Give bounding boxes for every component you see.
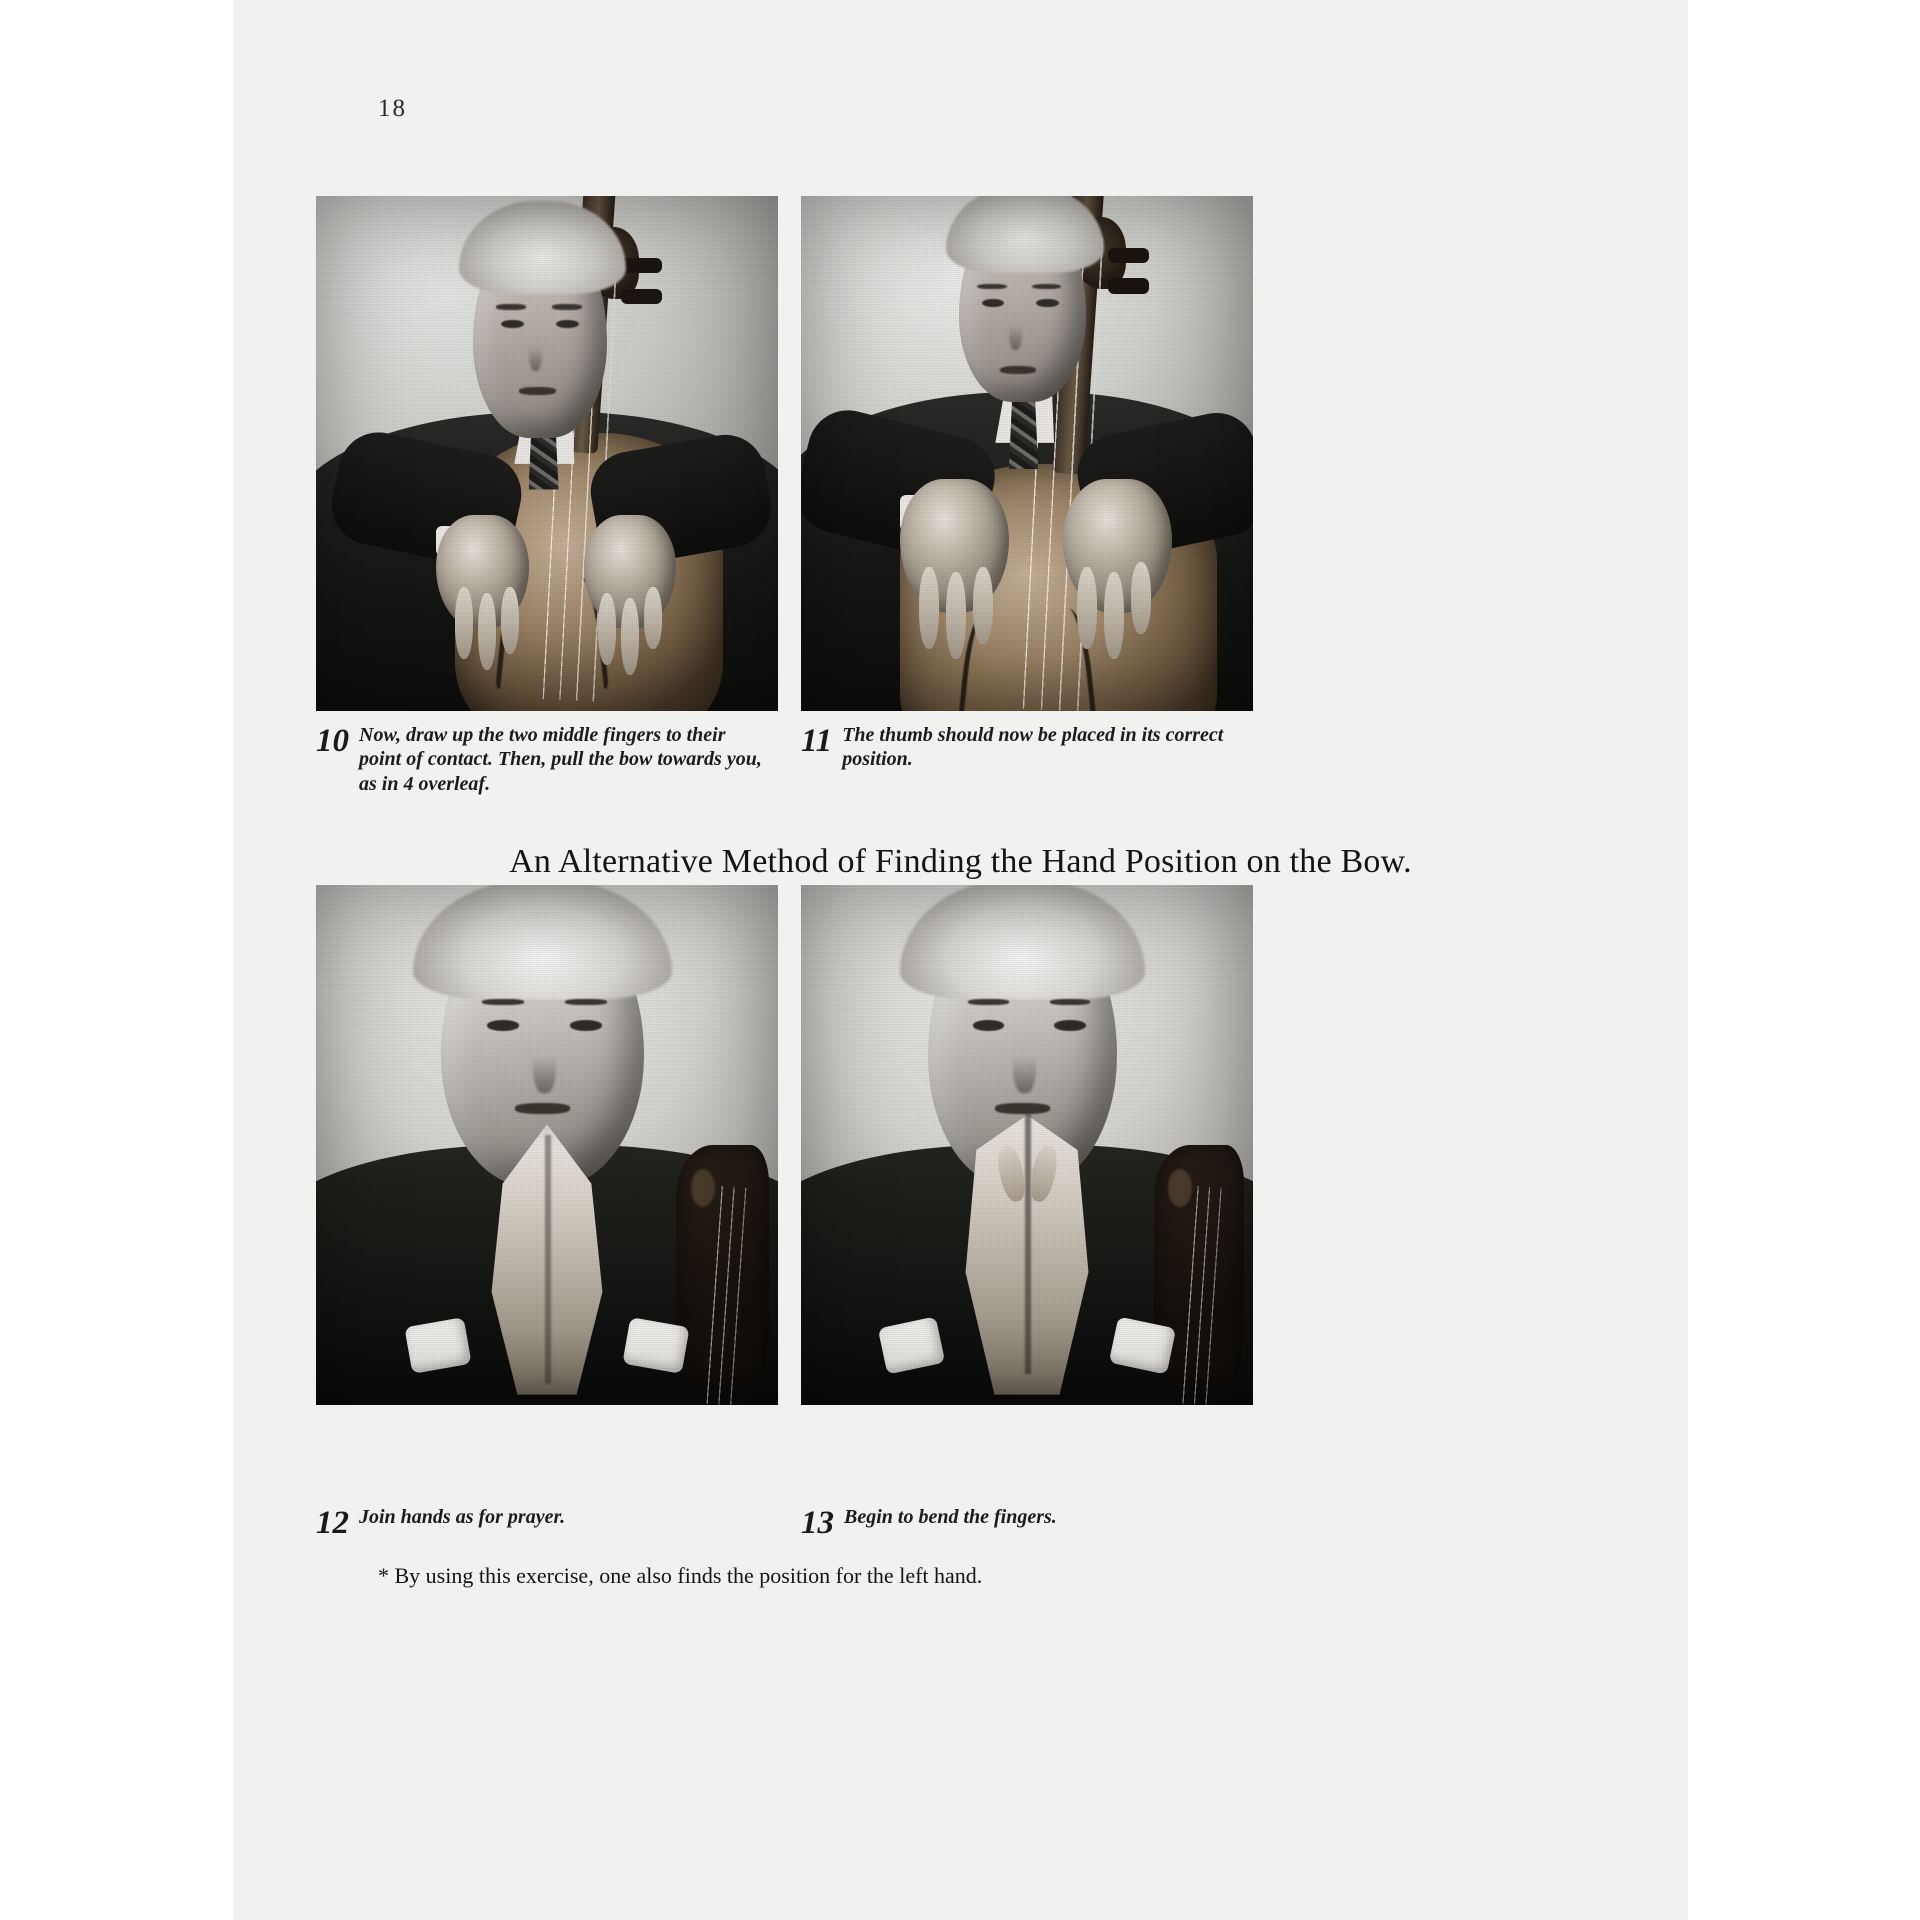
- book-page: [233, 0, 1688, 1920]
- page-number: 18: [378, 95, 407, 122]
- figure-13-caption: [801, 1505, 1231, 1540]
- figure-12-number: 12: [316, 1505, 349, 1541]
- figure-11-photo: [801, 196, 1253, 711]
- figure-11-caption: [801, 723, 1231, 772]
- figure-12-caption: [316, 1505, 756, 1540]
- footnote: * By using this exercise, one also finds the position for the left hand.: [378, 1563, 983, 1588]
- figure-10-number: 10: [316, 723, 349, 759]
- figure-13-number: 13: [801, 1505, 834, 1541]
- figure-10-photo: [316, 196, 778, 711]
- figure-13-photo: [801, 885, 1253, 1405]
- section-heading: An Alternative Method of Finding the Hand Position on the Bow.: [509, 843, 1412, 880]
- figure-10-caption-text: Now, draw up the two middle fingers to their point of contact. Then, pull the bow towards you, as in 4 overleaf.: [359, 724, 762, 795]
- figure-11-number: 11: [801, 723, 833, 759]
- figure-13-caption-text: Begin to bend the fingers.: [844, 1506, 1057, 1528]
- figure-10-caption: [316, 723, 768, 796]
- figure-12-caption-text: Join hands as for prayer.: [359, 1506, 566, 1528]
- figure-12-photo: [316, 885, 778, 1405]
- figure-11-caption-text: The thumb should now be placed in its correct position.: [842, 724, 1224, 771]
